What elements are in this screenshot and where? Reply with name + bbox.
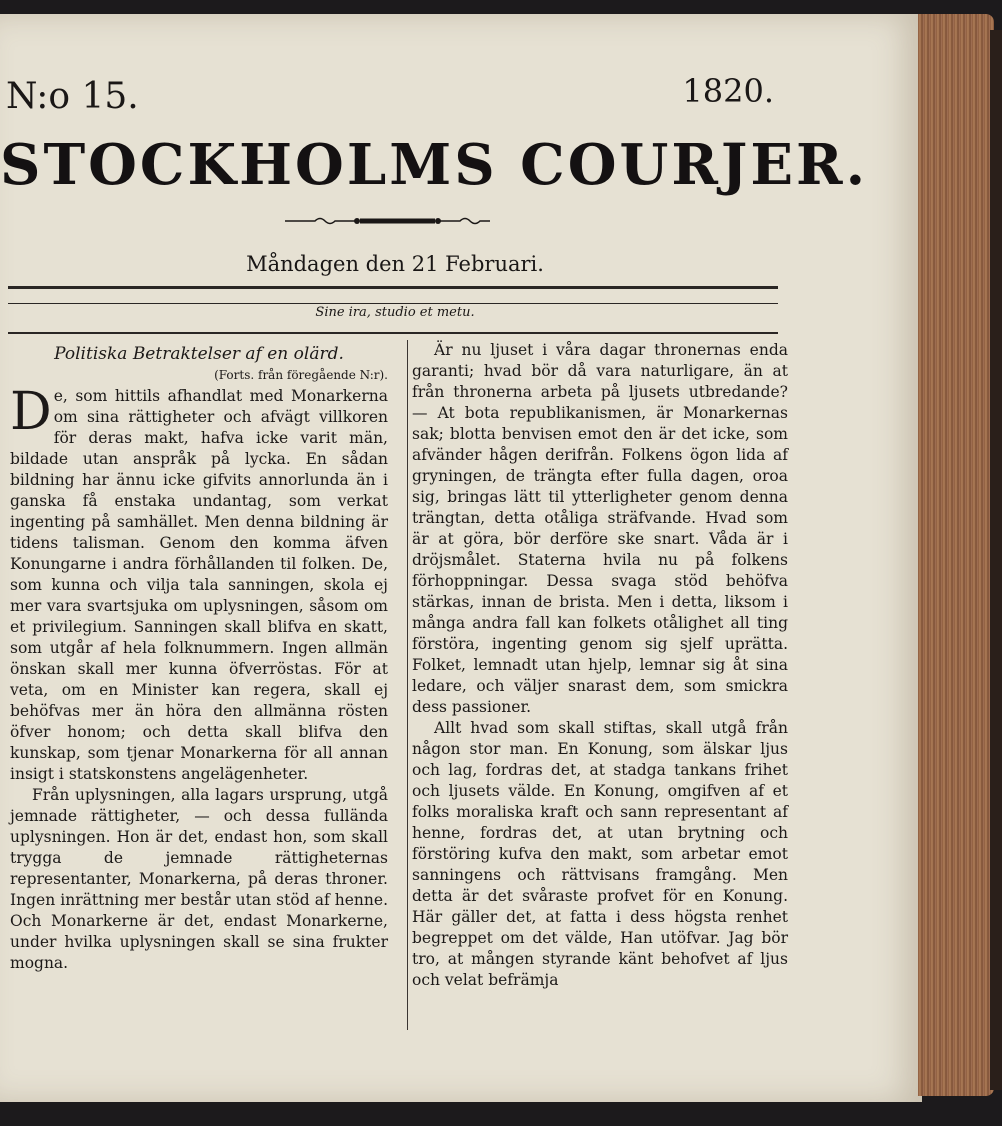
book-cover-edge — [990, 30, 1002, 1090]
motto: Sine ira, studio et metu. — [315, 305, 475, 320]
article-paragraph-1 — [10, 382, 388, 785]
left-column — [10, 344, 388, 974]
article-subtitle: (Forts. från föregående N:r). — [214, 368, 388, 382]
header-rule — [8, 286, 778, 289]
book-page-edges — [918, 14, 994, 1096]
article-paragraph-4: Allt hvad som skall stiftas, skall utgå från någon stor man. En Konung, som älskar ljus och lag, fordras det, at stadga tankans frihet och ljusets välde. En Konung, omgifven af et folks moraliska kraft och sann representant af henne, fordras det, at utan brytning och förstöring kufva den makt, som arbetar emot sanningens och rättvisans framgång. Men detta är det svåraste profvet för en Konung. Här gäller det, at fatta i dess högsta renhet begreppet om det välde, Han utöfvar. Jag bör tro, at mången styrande känt behofvet af ljus och velat befrämja — [412, 719, 788, 989]
drop-cap: D — [10, 382, 52, 442]
left-text-1: e, som hittils afhandlat med Monarkerna om sina rättigheter och afvägt villkoren för deras makt, hafva icke varit män, bildade utan anspråk på lycka. En sådan bildning har ännu icke gifvits annorlunda än i ganska få enstaka undantag, som verkat ingenting på samhället. Men denna bildning är tidens talisman. Genom den komma äfven Konungarne i andra förhållanden til folken. De, som kunna och vilja tala sanningen, skola ej mer vara svartsjuka om uplysningen, såsom om et privilegium. Sanningen skall blifva en skatt, som utgår af hela folknummern. Ingen allmän önskan skall mer kunna öfverröstas. För at veta, om en Minister kan regera, skall ej behöfvas mer än höra den allmänna rösten öfver honom; och detta skall blifva den kunskap, som tjenar Monarkerna för all annan insigt i statskonstens angelägenheter. — [10, 387, 388, 783]
column-divider — [407, 340, 408, 1030]
article-paragraph-2: Från uplysningen, alla lagars ursprung, utgå jemnade rättigheter, — och dessa fullända uplysningen. Hon är det, endast hon, som skall trygga de jemnade rättigheternas representanter, Monarkerna, på deras throner. Ingen inrättning mer består utan stöd af henne. Och Monarkerne är det, endast Monarkerne, under hvilka uplysningen skall se sina frukter mogna. — [10, 786, 388, 972]
ornament-divider — [285, 214, 490, 228]
issue-year: 1820. — [682, 72, 774, 110]
right-column — [412, 340, 788, 991]
issue-number: N:o 15. — [6, 76, 139, 117]
article-title: Politiska Betraktelser af en olärd. — [54, 344, 344, 364]
masthead-title: STOCKHOLMS COURJER. — [0, 132, 869, 198]
article-paragraph-3: Är nu ljuset i våra dagar thronernas enda garanti; hvad bör då vara naturligare, än at från thronerna arbeta på ljusets utbredande? — At bota republikanismen, är Monarkernas sak; blotta benvisen emot den är det icke, som afvänder hågen derifrån. Folkens ögon lida af gryningen, de trängta efter fulla dagen, oroa sig, bringas lätt til ytterligheter genom denna trängtan, detta otåliga sträfvande. Hvad som är at göra, bör derföre ske snart. Våda är i dröjsmålet. Staterna hvila nu på folkens förhoppningar. Dessa svaga stöd behöfva stärkas, innan de brista. Men i detta, liksom i många andra fall kan folkets otålighet all ting förstöra, ingenting genom sig sjelf uprätta. Folket, lemnadt utan hjelp, lemnar sig åt sina ledare, och väljer snarast dem, som smickra dess passioner. — [412, 341, 788, 716]
issue-date: Måndagen den 21 Februari. — [246, 252, 544, 276]
motto-rule — [8, 332, 778, 334]
newspaper-page — [0, 14, 922, 1102]
header-rule-thin — [8, 303, 778, 304]
